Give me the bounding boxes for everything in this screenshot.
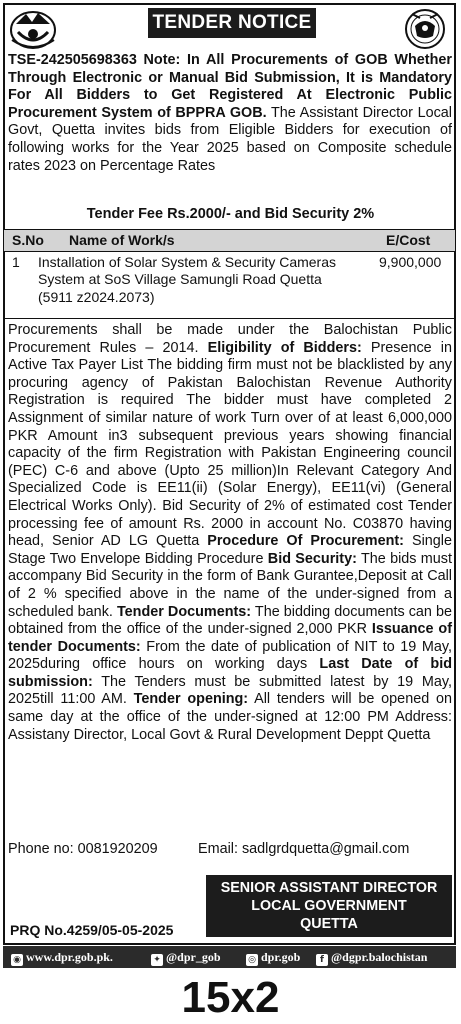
terms-text: The Tenders must be submitted latest by 19 May, 2025till 11:00 AM. bbox=[8, 673, 452, 708]
footer-twitter[interactable] bbox=[151, 946, 221, 968]
procedure-heading: Procedure Of Procurement: bbox=[207, 533, 404, 550]
table-divider bbox=[4, 318, 455, 319]
tender-fee-line: Tender Fee Rs.2000/- and Bid Security 2% bbox=[86, 206, 375, 222]
email-address: Email: sadlgrdquetta@gmail.com bbox=[198, 841, 410, 857]
tender-documents-heading: Tender Documents: bbox=[116, 603, 252, 620]
terms-text: The bidding documents can be obtained from the office of the under-signed 2,000 PKR bbox=[8, 603, 452, 638]
intro-invitation-text: The Assistant Director Local Govt, Quetta invites bids from Eligible Bidders for execution of following works for the Year 2025 based on Composite schedule rates 2023 on Percentage Rates bbox=[8, 104, 452, 174]
phone-number: Phone no: 0081920209 bbox=[8, 841, 158, 857]
last-date-heading: Last Date of bid submission: bbox=[8, 656, 452, 690]
twitter-icon: ✦ bbox=[151, 954, 163, 966]
header-cost: E/Cost bbox=[386, 232, 431, 248]
bid-security-heading: Bid Security: bbox=[267, 550, 357, 567]
facebook-icon: f bbox=[316, 954, 328, 966]
signature-block bbox=[206, 875, 452, 937]
twitter-handle: @dpr_gob bbox=[166, 950, 221, 964]
footer-instagram[interactable] bbox=[246, 946, 300, 968]
balochistan-seal-icon bbox=[400, 8, 450, 50]
terms-text: From the date of publication of NIT to 19 May, 2025during office hours on working days bbox=[8, 638, 452, 673]
signature-line-1: SENIOR ASSISTANT DIRECTOR bbox=[220, 880, 438, 896]
tender-opening-heading: Tender opening: bbox=[133, 691, 249, 708]
row-work: Installation of Solar System & Security Cameras System at SoS Village Samungli Road Quetta (5911 z2024.2073) bbox=[38, 254, 337, 305]
notice-title: TENDER NOTICE bbox=[148, 8, 316, 38]
terms-text: Procurements shall be made under the Balochistan Public Procurement Rules – 2014. bbox=[8, 322, 452, 356]
terms-text: The bids must accompany Bid Security in the form of Bank Gurantee,Deposit at Call of 2 % specified above in the name of the under-signed from a scheduled bank. bbox=[8, 550, 452, 620]
header-sno: S.No bbox=[12, 232, 44, 248]
row-sno: 1 bbox=[12, 254, 20, 270]
terms-text: Single Stage Two Envelope Bidding Procedure bbox=[8, 533, 452, 567]
intro-reference-note: TSE-242505698363 Note: In All Procurements of GOB Whether Through Electronic or Manual Bid Submission, It is Mandatory For All Bidders to Get Registered At Electronic Public Procurement System of BPPRA GOB. bbox=[8, 52, 452, 121]
facebook-handle: @dgpr.balochistan bbox=[331, 950, 428, 964]
government-emblem-icon bbox=[8, 8, 58, 50]
contact-line bbox=[8, 841, 452, 859]
signature-line-3: QUETTA bbox=[300, 916, 358, 932]
terms-text: Presence in Active Tax Payer List The bidding firm must not be blacklisted by any procuring agency of Pakistan Balochistan Revenue Authority Registration is required The bidder must have completed 2 Assignment of similar nature of work Turn over of at least 6,000,000 PKR Amount in3 subsequent previous years showing financial capacity of the firm Registration with Pakistan Engineering council (PEC) C-6 and above (Upto 25 million)In Relevant Category And Specialized Code is EE11(ii) (Solar Energy), EE11(vi) (General Electrical Works Only). Bid Security of 2% of estimated cost Tender processing fee of amount Rs. 2000 in account No. C03870 having head, Senior AD LG Quetta bbox=[8, 339, 452, 550]
footer-facebook[interactable] bbox=[316, 946, 427, 968]
table-header bbox=[4, 229, 455, 252]
header-work: Name of Work/s bbox=[69, 232, 175, 248]
footer-website[interactable] bbox=[11, 946, 113, 968]
eligibility-heading: Eligibility of Bidders: bbox=[207, 339, 362, 356]
ad-size-label: 15x2 bbox=[181, 973, 280, 1022]
row-cost: 9,900,000 bbox=[379, 254, 442, 270]
terms-text: All tenders will be opened on same day at the office of the under-signed at 12:00 PM Address: Assistany Director, Local Govt & Rural Development Deppt Quetta bbox=[8, 691, 452, 743]
globe-icon: ◉ bbox=[11, 954, 23, 966]
terms-paragraph bbox=[8, 322, 452, 744]
instagram-handle: dpr.gob bbox=[261, 950, 301, 964]
intro-paragraph bbox=[8, 52, 452, 175]
social-footer bbox=[3, 946, 456, 968]
prq-number: PRQ No.4259/05-05-2025 bbox=[10, 922, 174, 938]
signature-line-2: LOCAL GOVERNMENT bbox=[251, 898, 407, 914]
issuance-heading: Issuance of tender Documents: bbox=[8, 621, 452, 655]
table-row bbox=[4, 254, 455, 316]
instagram-icon: ◎ bbox=[246, 954, 258, 966]
website-text: www.dpr.gob.pk. bbox=[26, 950, 113, 964]
